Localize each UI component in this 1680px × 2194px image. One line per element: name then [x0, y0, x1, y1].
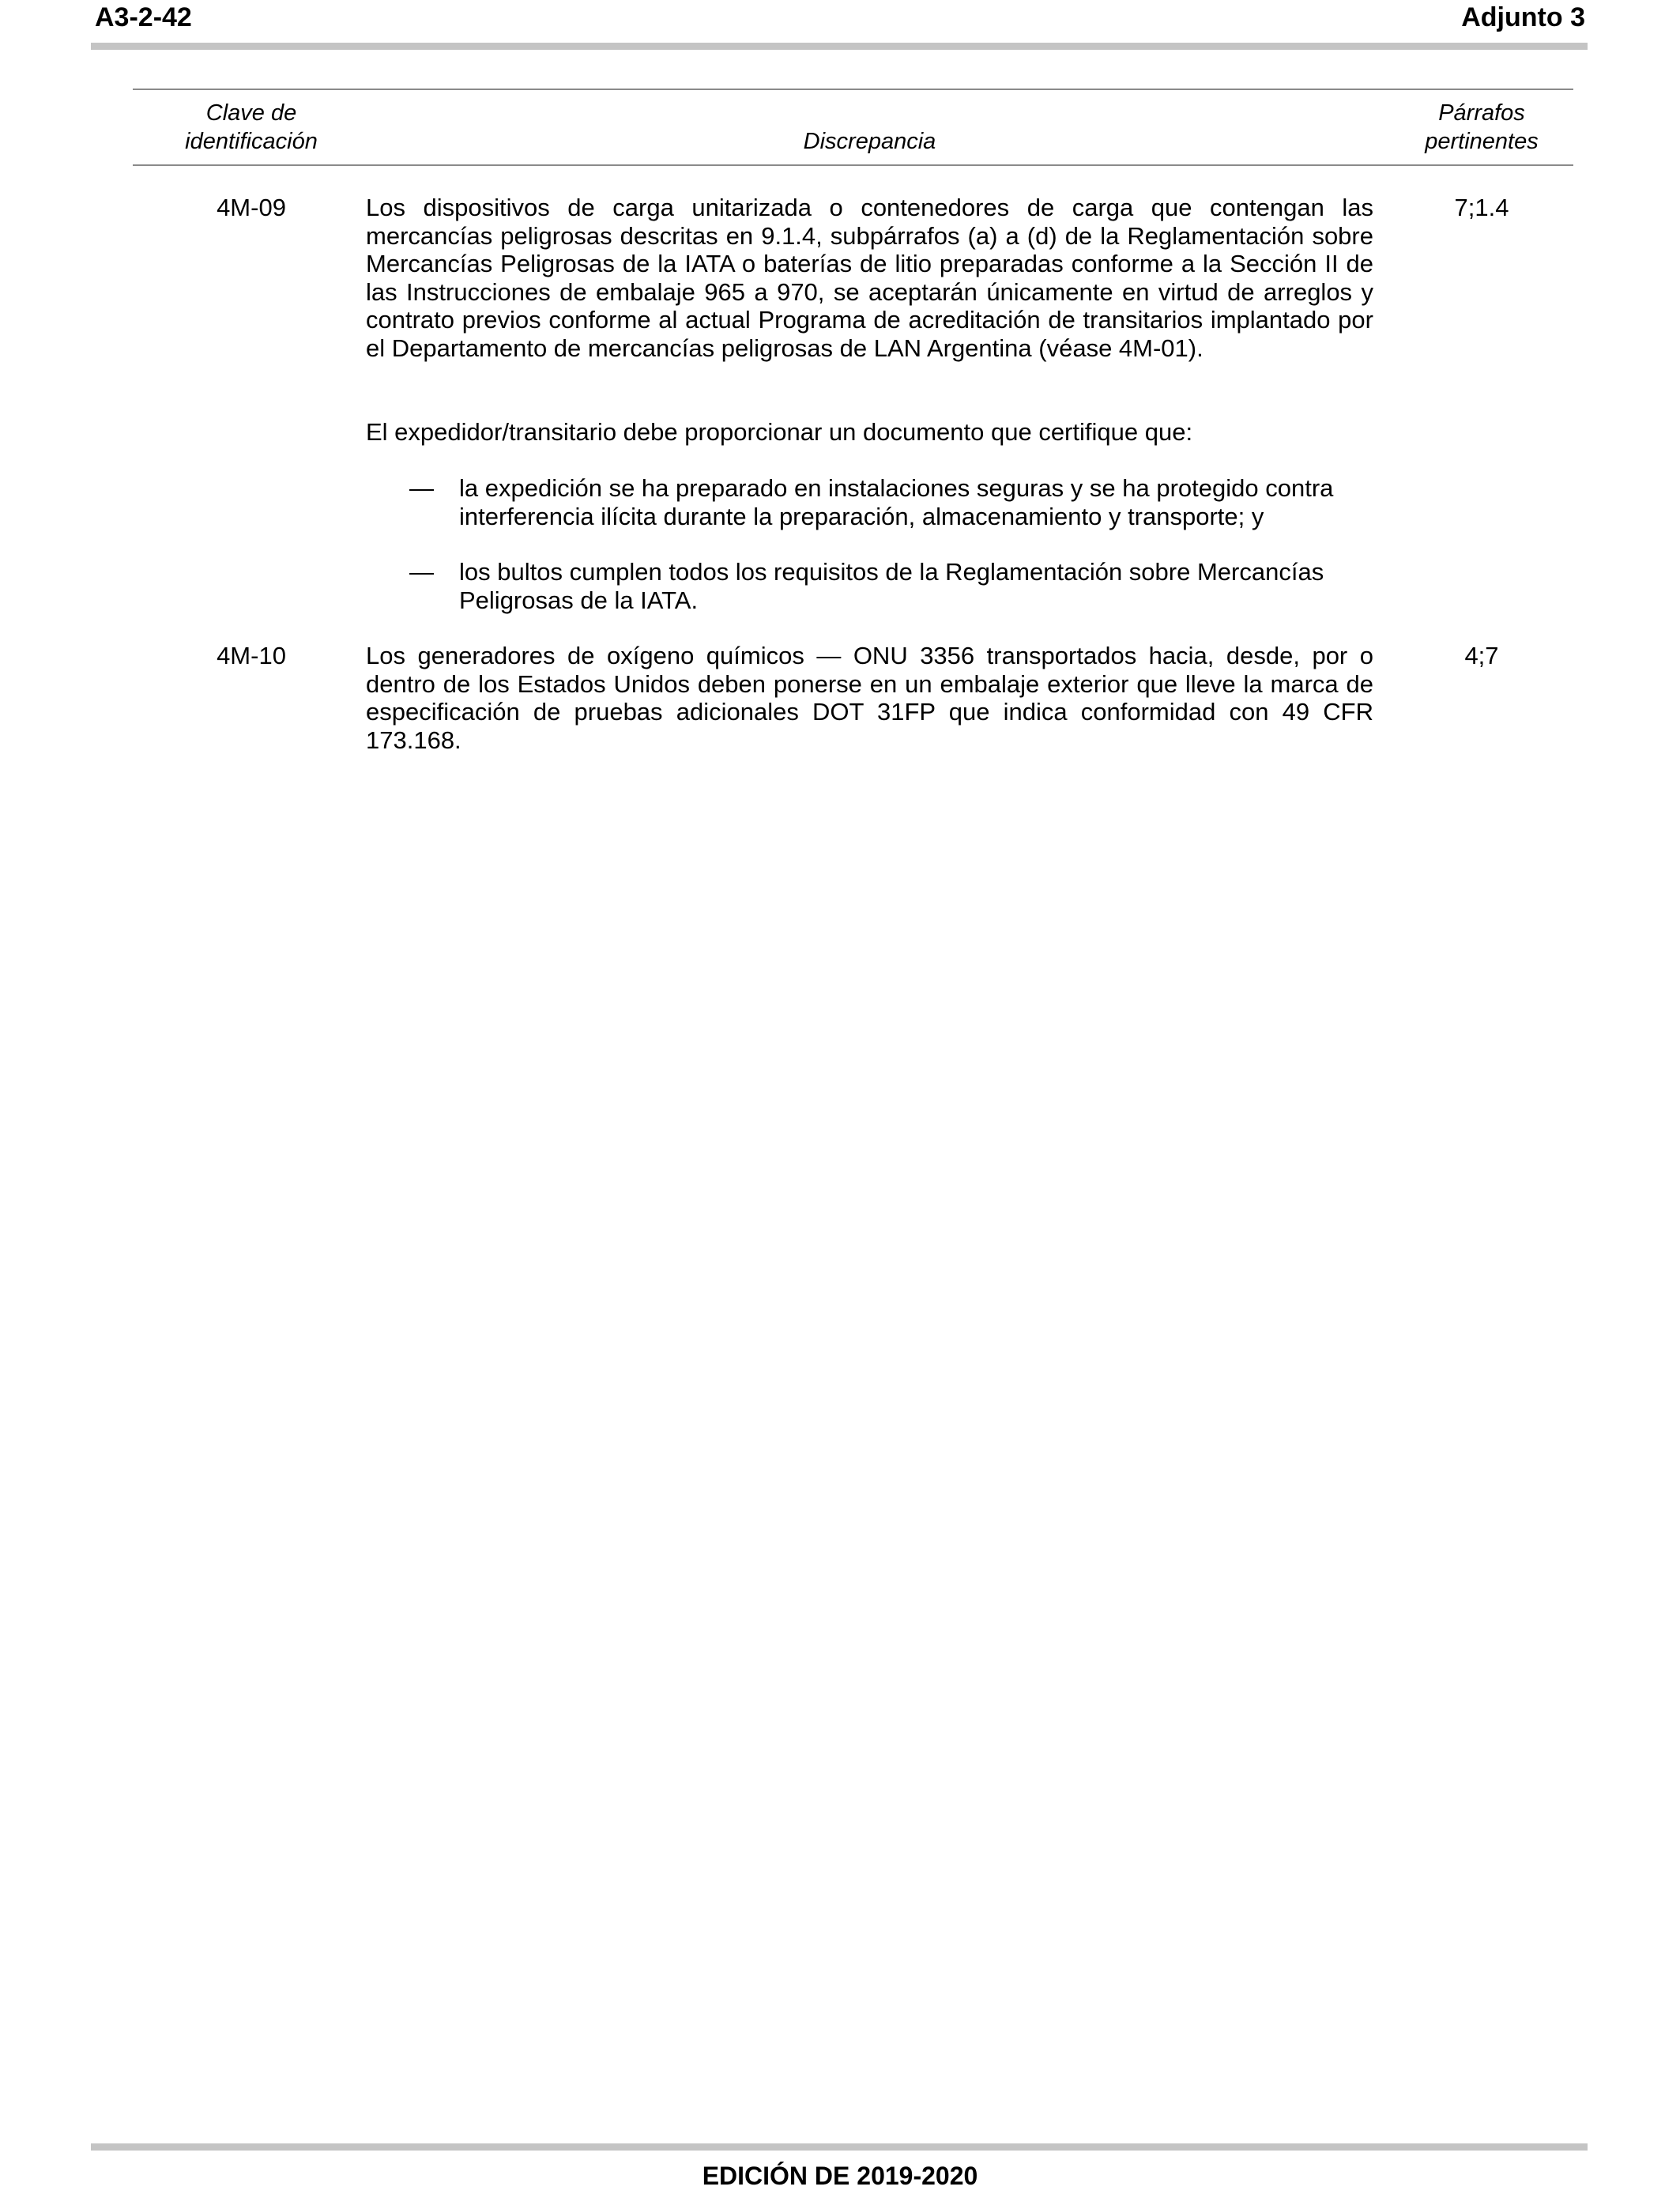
column-header-key-line2: identificación: [185, 129, 318, 154]
page-number: A3-2-42: [95, 2, 192, 32]
attachment-label: Adjunto 3: [1461, 2, 1585, 32]
row-text-4m-09: Los dispositivos de carga unitarizada o contenedores de carga que contengan las mercancías peligrosas descritas en 9.1.4, subpárrafos (a) a (d) de la Reglamentación sobre Mercancías Peligrosas de la IATA o baterías de litio preparadas conforme a la Sección II de las Instrucciones de embalaje 965 a 970, se aceptarán únicamente en virtud de arreglos y contrato previos conforme al actual Programa de acreditación de transitarios implantado por el Departamento de mercancías peligrosas de LAN Argentina (véase 4M-01).: [366, 194, 1373, 362]
row-id-4m-10: 4M-10: [217, 642, 286, 669]
row-text-4m-10: Los generadores de oxígeno químicos — ONU 3356 transportados hacia, desde, por o dentro de los Estados Unidos deben ponerse en un embalaje exterior que lleve la marca de especificación de pruebas adicionales DOT 31FP que indica conformidad con 49 CFR 173.168.: [366, 642, 1373, 754]
column-header-key-line1: Clave de: [205, 100, 297, 126]
bullet-text: los bultos cumplen todos los requisitos de la Reglamentación sobre Mercancías Peligrosas de la IATA.: [459, 558, 1324, 614]
row-paragraphs-4m-10: 4;7: [1464, 642, 1499, 669]
bullet-text: la expedición se ha preparado en instalaciones seguras y se ha protegido contra interferencia ilícita durante la preparación, almacenamiento y transporte; y: [459, 474, 1334, 530]
row-text-4m-09-certify: El expedidor/transitario debe proporcionar un documento que certifique que:: [366, 418, 1193, 446]
row-paragraphs-4m-09: 7;1.4: [1454, 194, 1509, 221]
bullet-dash: —: [409, 474, 434, 502]
footer-divider: [91, 2143, 1588, 2151]
column-header-paragraphs-line2: pertinentes: [1425, 129, 1539, 154]
bullet-item: [409, 558, 1373, 614]
header-divider: [91, 43, 1588, 50]
column-header-paragraphs-line1: Párrafos: [1438, 100, 1525, 126]
bullet-dash: —: [409, 558, 434, 586]
column-header-paragraphs: [1375, 99, 1588, 156]
table-header-divider: [133, 164, 1573, 166]
row-id-4m-09: 4M-09: [217, 194, 286, 221]
column-header-key: [133, 99, 370, 156]
column-header-discrepancy: Discrepancia: [803, 129, 936, 154]
table-top-divider: [133, 89, 1573, 90]
bullet-item: [409, 474, 1373, 530]
edition-footer: EDICIÓN DE 2019-2020: [702, 2162, 978, 2190]
